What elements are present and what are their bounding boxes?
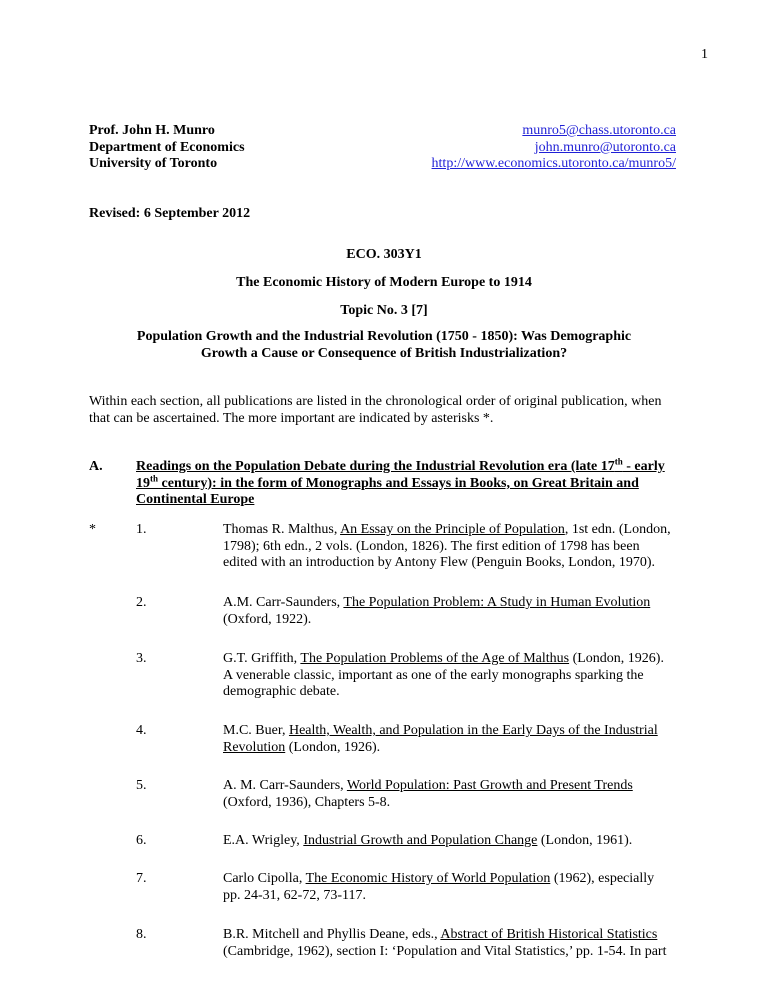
- author-university: University of Toronto: [89, 156, 218, 171]
- entry-number: 1.: [136, 522, 147, 537]
- topic-number: Topic No. 3 [7]: [340, 303, 428, 318]
- entry-number: 8.: [136, 927, 147, 942]
- entry-title: Abstract of British Historical Statistics: [440, 927, 658, 942]
- bibliography-entry: [223, 871, 675, 904]
- revised-date: Revised: 6 September 2012: [89, 206, 251, 221]
- topic-title: [89, 329, 679, 362]
- bibliography-entry: [223, 778, 675, 811]
- entry-title: The Population Problems of the Age of Malthus: [300, 651, 570, 666]
- section-letter: A.: [89, 459, 103, 474]
- entry-title: World Population: Past Growth and Present Trends: [346, 778, 633, 793]
- section-title-part: 19: [136, 475, 150, 491]
- superscript: th: [614, 456, 623, 467]
- topic-title-line-2: Growth a Cause or Consequence of British Industrialization?: [200, 345, 568, 361]
- bibliography-entry: [223, 595, 675, 628]
- entry-details: (London, 1926).: [285, 739, 381, 755]
- email-link-1[interactable]: munro5@chass.utoronto.ca: [522, 123, 676, 138]
- entry-title: The Economic History of World Population: [305, 871, 551, 886]
- entry-number: 7.: [136, 871, 147, 886]
- entry-details: (Oxford, 1936), Chapters 5-8.: [223, 794, 391, 810]
- importance-asterisk: *: [89, 522, 96, 537]
- entry-details: (1962), especially pp. 24-31, 62-72, 73-117.: [223, 871, 655, 903]
- entry-author: E.A. Wrigley,: [223, 833, 304, 848]
- entry-number: 2.: [136, 595, 147, 610]
- intro-line-1: Within each section, all publications are listed in the chronological order of original publication, when: [89, 394, 662, 409]
- entry-details: (Oxford, 1922).: [223, 611, 312, 627]
- intro-line-2: that can be ascertained. The more important are indicated by asterisks *.: [89, 410, 494, 426]
- entry-author: Carlo Cipolla,: [223, 871, 306, 886]
- author-name: Prof. John H. Munro: [89, 123, 215, 138]
- entry-author: B.R. Mitchell and Phyllis Deane, eds.,: [223, 927, 441, 942]
- section-title-part: Readings on the Population Debate during the Industrial Revolution era (late 17: [136, 459, 615, 474]
- entry-author: A.M. Carr-Saunders,: [223, 595, 344, 610]
- homepage-link[interactable]: http://www.economics.utoronto.ca/munro5/: [431, 156, 676, 171]
- entry-details: , 1st edn. (London, 1798); 6th edn., 2 vols. (London, 1826). The first edition of 1798 has been edited with an introduction by Antony Flew (Penguin Books, London, 1970).: [223, 522, 671, 570]
- bibliography-entry: [223, 833, 675, 850]
- email-link-2[interactable]: john.munro@utoronto.ca: [534, 139, 676, 155]
- entry-number: 3.: [136, 651, 147, 666]
- entry-author: A. M. Carr-Saunders,: [223, 778, 347, 793]
- page-number: 1: [701, 47, 708, 62]
- superscript: th: [150, 472, 159, 483]
- bibliography-entry: [223, 522, 675, 572]
- entry-number: 5.: [136, 778, 147, 793]
- section-title-part: century): in the form of Monographs and Essays in Books, on Great Britain and Continental Europe: [136, 475, 639, 507]
- entry-details: (Cambridge, 1962), section I: ‘Population and Vital Statistics,’ pp. 1-54. In part: [223, 943, 667, 959]
- section-title-part: - early: [622, 459, 665, 474]
- entry-number: 6.: [136, 833, 147, 848]
- entry-title: Health, Wealth, and Population in the Early Days of the Industrial Revolution: [223, 723, 658, 755]
- entry-title: The Population Problem: A Study in Human Evolution: [343, 595, 651, 610]
- entry-details: (London, 1961).: [537, 833, 633, 848]
- author-block: [89, 123, 245, 173]
- entry-title: An Essay on the Principle of Population: [340, 522, 565, 537]
- entry-number: 4.: [136, 723, 147, 738]
- course-code: ECO. 303Y1: [346, 247, 422, 262]
- contact-block: [432, 123, 676, 173]
- topic-title-line-1: Population Growth and the Industrial Revolution (1750 - 1850): Was Demographic: [136, 329, 632, 344]
- entry-author: Thomas R. Malthus,: [223, 522, 341, 537]
- intro-paragraph: [89, 394, 674, 427]
- course-title: The Economic History of Modern Europe to 1914: [236, 275, 532, 290]
- author-department: Department of Economics: [89, 139, 245, 155]
- bibliography-entry: [223, 927, 675, 960]
- entry-author: M.C. Buer,: [223, 723, 289, 738]
- entry-details: (London, 1926). A venerable classic, important as one of the early monographs sparking the demographic debate.: [223, 651, 664, 699]
- bibliography-entry: [223, 723, 675, 756]
- entry-author: G.T. Griffith,: [223, 651, 301, 666]
- section-title: [136, 456, 676, 509]
- bibliography-entry: [223, 651, 675, 701]
- entry-title: Industrial Growth and Population Change: [303, 833, 538, 848]
